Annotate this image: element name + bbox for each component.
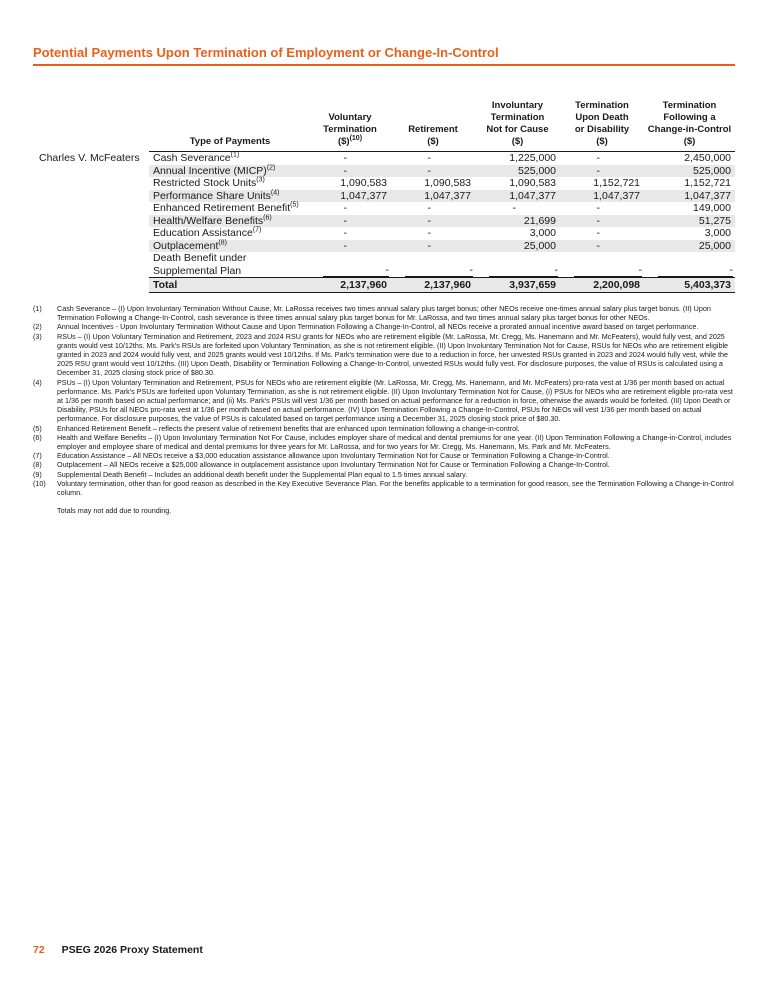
footnote: (2) Annual Incentives - Upon Involuntary Termination Without Cause and Upon Termination Following a Change-In-Control, all NEOs receive a prorated annual incentive award based on target performance.	[33, 322, 699, 332]
header-retirement: Retirement ($)	[391, 100, 475, 152]
value-cell: -	[343, 152, 347, 164]
footnote: (8) Outplacement – All NEOs receive a $25,000 allowance in outplacement assistance upon Involuntary Termination Not for Cause or Termination Following a Change-In-Control.	[33, 460, 610, 470]
total-label: Total	[149, 278, 309, 293]
value-cell: 1,090,583	[509, 177, 556, 189]
table-row	[33, 202, 735, 215]
value-cell: -	[309, 215, 391, 228]
value-cell: 21,699	[475, 215, 560, 228]
totals-note: Totals may not add due to rounding.	[57, 506, 172, 516]
value-cell: 3,000	[529, 227, 556, 239]
footnote: (1) Cash Severance – (I) Upon Involuntary Termination Without Cause, Mr. LaRossa receives two times annual salary plus target bonus; other NEOs receive one-times annual salary plus target bonus. (II) Upon Termination Following a Change-In-Control, cash severance is three times annual salary plus target bonus for Mr. LaRossa, and two times annual salary plus target bonus for other NEOs.	[33, 304, 711, 323]
total-value: 2,137,960	[391, 278, 475, 293]
value-cell: 525,000	[475, 165, 560, 178]
value-cell: -	[596, 202, 600, 214]
value-cell: 1,090,583	[424, 177, 471, 189]
value-cell: 25,000	[475, 240, 560, 253]
value-cell: -	[512, 202, 516, 214]
value-cell: 1,225,000	[509, 152, 556, 164]
table-row	[33, 227, 735, 240]
header-involuntary: Involuntary Termination Not for Cause ($)	[475, 100, 560, 152]
payment-type: Cash Severance$^{(1)}$	[153, 151, 240, 164]
footnote: (6) Health and Welfare Benefits – (I) Upon Involuntary Termination Not For Cause, includes employer share of medical and dental premiums for one year. (II) Upon Termination Following a Change-in-Control, includes employer and employee share of medical and dental premiums for three years for Mr. LaRossa, and for two years for Mr. Cregg, Ms. Hanemann, Ms. Park and Mr. McFeaters.	[33, 432, 732, 452]
page-number: 72	[33, 944, 45, 956]
value-cell: 1,047,377	[644, 190, 735, 203]
value-cell: 25,000	[644, 240, 735, 253]
payment-type: Restricted Stock Units$^{(3)}$	[153, 176, 265, 189]
value-cell: -	[560, 165, 644, 178]
total-value: 5,403,373	[644, 278, 735, 293]
footnote: (3) RSUs – (I) Upon Voluntary Termination and Retirement, 2023 and 2024 RSU grants for NEOs who are retirement eligible (Mr. LaRossa, Mr. Cregg, Ms. Hanemann and Mr. McFeaters), would fully vest, and 2025 grants would vest 10/12ths. Ms. Park's RSUs are forfeited upon Voluntary Termination, as she is not retirement eligible. (II) Upon Involuntary Termination Not for Cause, RSUs for NEOs who are retirement eligible granted in 2023 and 2024 would fully vest, and 2025 grants would vest 10/12ths. If Ms. Park's termination were due to a reduction in force, her unvested RSUs granted in 2023 and 2024 would fully vest, while the 2025 RSU grant would vest 10/12ths. (III) Upon Death, Disability or Termination Following a Change-In-Control, unvested RSUs would fully vest. For disclosure purposes, the value of RSUs is calculated using a December 31, 2025 closing stock price of $80.30.	[33, 331, 729, 378]
value-cell: -	[427, 227, 431, 239]
value-cell: -	[343, 227, 347, 239]
executive-name: Charles V. McFeaters	[39, 151, 140, 164]
value-cell: -	[560, 240, 644, 253]
value-cell: -	[596, 227, 600, 239]
footnote: (4) PSUs – (I) Upon Voluntary Termination and Retirement, PSUs for NEOs who are retirement eligible (Mr. LaRossa, Mr. Cregg, Ms. Hanemann, and Mr. McFeaters) pro-rata vest at 1/36 per month based on actual performance. Ms. Park's PSUs are forfeited upon Voluntary Termination, as she is not retirement eligible. (II) Upon Involuntary Termination Not for Cause, (i) PSUs for NEOs who are retirement eligible pro-rata vest at 1/36 per month based on actual performance; and (ii) Ms. Park's PSUs will vest 1/36 per month based on actual performance for a reduction in force, otherwise the awards would be forfeited. (III) Upon Death or Disability, PSUs for all NEOs pro-rata vest at 1/36 per month based on actual performance. (IV) Upon Termination Following a Change-In-Control, PSUs for NEOs will vest 1/36 per month based on actual performance. For disclosure purposes, the value of PSUs is calculated based on target performance using a December 31, 2025 closing stock price of $80.30.	[33, 377, 733, 424]
value-cell: 1,047,377	[475, 190, 560, 203]
value-cell: -	[391, 252, 475, 278]
footnote: (9) Supplemental Death Benefit – Includes an additional death benefit under the Supplemental Plan equal to 1.5 times annual salary.	[33, 469, 468, 479]
table-row	[33, 240, 735, 253]
table-row	[33, 177, 735, 190]
footnote: (10) Voluntary termination, other than for good reason as described in the Key Executive Severance Plan. For the benefits applicable to a termination for good reason, see the Termination Following a Change-in-Control column.	[33, 478, 734, 498]
total-value: 2,200,098	[560, 278, 644, 293]
value-cell: -	[309, 252, 391, 278]
payment-type: Death Benefit under Supplemental Plan	[153, 252, 247, 277]
value-cell: 525,000	[644, 165, 735, 178]
title-rule	[33, 64, 735, 66]
value-cell: -	[475, 252, 560, 278]
value-cell: -	[309, 240, 391, 253]
table-row	[33, 152, 735, 165]
page-title: Potential Payments Upon Termination of Employment or Change-In-Control	[33, 45, 499, 60]
payment-type: Education Assistance$^{(7)}$	[153, 226, 262, 239]
value-cell: 1,047,377	[309, 190, 391, 203]
payments-table	[33, 100, 735, 293]
value-cell: 149,000	[693, 202, 731, 214]
footnote: (5) Enhanced Retirement Benefit – reflects the present value of retirement benefits that are enhanced upon termination following a change-in-control.	[33, 423, 520, 433]
value-cell: 2,450,000	[684, 152, 731, 164]
value-cell: 1,152,721	[593, 177, 640, 189]
table-row	[33, 215, 735, 228]
value-cell: -	[644, 252, 735, 278]
value-cell: 1,152,721	[684, 177, 731, 189]
header-change-in-control: Termination Following a Change-in-Control ($)	[644, 100, 735, 152]
header-type-of-payments: Type of Payments	[149, 100, 309, 152]
total-value: 2,137,960	[309, 278, 391, 293]
value-cell: 51,275	[644, 215, 735, 228]
page-footer	[33, 944, 203, 956]
footnote: (7) Education Assistance – All NEOs receive a $3,000 education assistance allowance upon Involuntary Termination Not for Cause or Termination Following a Change-In-Control.	[33, 451, 610, 461]
payment-type: Annual Incentive (MICP)$^{(2)}$	[149, 165, 309, 178]
header-death-disability: Termination Upon Death or Disability ($)	[560, 100, 644, 152]
value-cell: -	[391, 240, 475, 253]
total-value: 3,937,659	[475, 278, 560, 293]
header-voluntary: Voluntary Termination ($)$^{(10)}$	[309, 100, 391, 152]
value-cell: 1,047,377	[560, 190, 644, 203]
value-cell: 3,000	[704, 227, 731, 239]
value-cell: -	[427, 152, 431, 164]
table-row	[33, 190, 735, 203]
value-cell: -	[560, 252, 644, 278]
payment-type: Health/Welfare Benefits$^{(6)}$	[149, 215, 309, 228]
table-row	[33, 165, 735, 178]
footnotes	[33, 304, 735, 515]
payment-type: Outplacement$^{(8)}$	[149, 240, 309, 253]
value-cell: -	[596, 152, 600, 164]
footer-doc-title: PSEG 2026 Proxy Statement	[61, 944, 203, 956]
value-cell: 1,090,583	[340, 177, 387, 189]
table-header-row	[33, 100, 735, 152]
payment-type: Performance Share Units$^{(4)}$	[149, 190, 309, 203]
value-cell: -	[560, 215, 644, 228]
value-cell: 1,047,377	[391, 190, 475, 203]
value-cell: -	[391, 215, 475, 228]
value-cell: -	[391, 165, 475, 178]
payment-type: Enhanced Retirement Benefit$^{(5)}$	[153, 201, 299, 214]
value-cell: -	[427, 202, 431, 214]
value-cell: -	[343, 202, 347, 214]
table-row	[33, 252, 735, 278]
total-row	[33, 278, 735, 293]
value-cell: -	[309, 165, 391, 178]
